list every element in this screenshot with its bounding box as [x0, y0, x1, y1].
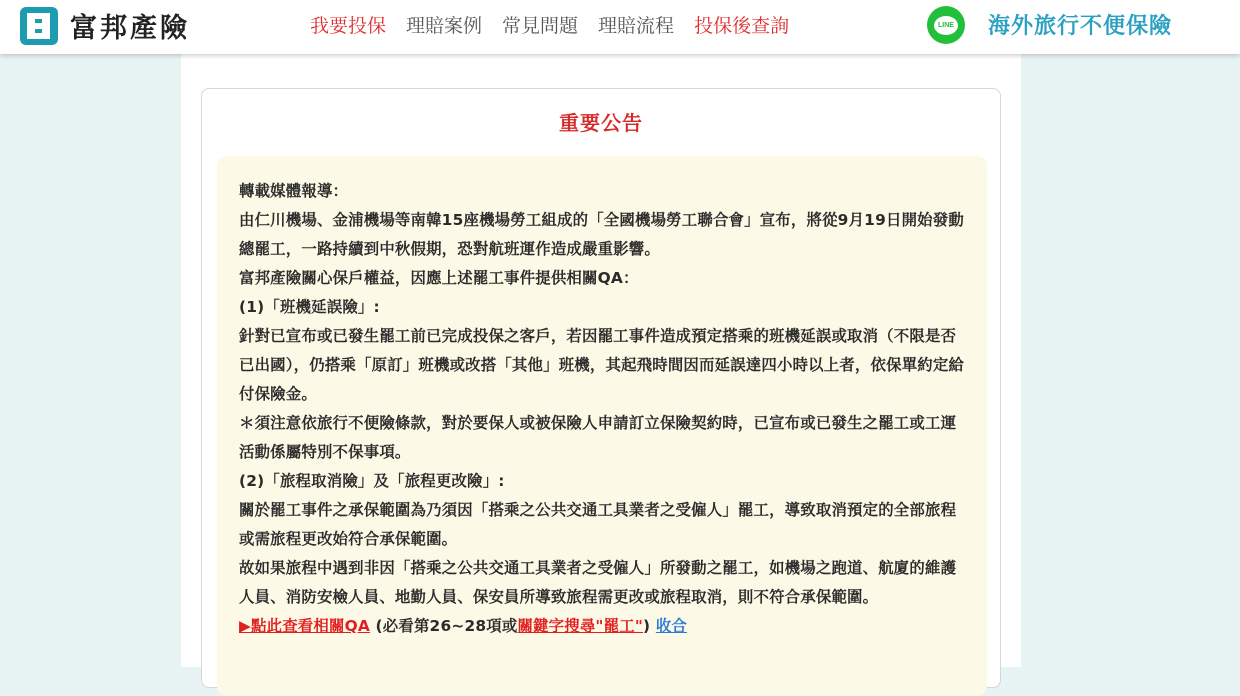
qa-note-open: (必看第26~28項或	[369, 617, 518, 635]
main-nav	[310, 12, 809, 40]
product-title: 海外旅行不便保險	[988, 14, 1173, 39]
nav-item-faq[interactable]: 常見問題	[502, 15, 579, 37]
notice-paragraph: (1)「班機延誤險」:	[239, 298, 380, 316]
main-content	[181, 54, 1021, 667]
announcement-body	[217, 156, 987, 696]
notice-paragraph: 轉載媒體報導：	[239, 182, 349, 200]
related-qa-link[interactable]: ▶點此查看相關QA	[239, 617, 370, 635]
notice-footer	[239, 612, 965, 641]
site-header	[0, 0, 1240, 54]
qa-note-close: )	[643, 617, 656, 635]
notice-paragraph: 針對已宣布或已發生罷工前已完成投保之客戶，若因罷工事件造成預定搭乘的班機延誤或取消（不限是否已出國），仍搭乘「原訂」班機或改搭「其他」班機，其起飛時間因而延誤達四小時以上者，依保單約定給付保險金。	[239, 327, 965, 403]
fubon-logo-icon	[20, 7, 58, 45]
nav-item-buy[interactable]: 我要投保	[310, 15, 387, 37]
announcement-card	[201, 88, 1001, 688]
nav-item-claim-cases[interactable]: 理賠案例	[406, 15, 483, 37]
notice-paragraph: (2)「旅程取消險」及「旅程更改險」:	[239, 472, 505, 490]
line-app-label: LINE	[934, 16, 958, 35]
notice-paragraph: ＊須注意依旅行不便險條款，對於要保人或被保險人申請訂立保險契約時，已宣布或已發生之罷工或工運活動係屬特別不保事項。	[239, 414, 957, 461]
notice-paragraph: 關於罷工事件之承保範圍為乃須因「搭乘之公共交通工具業者之受僱人」罷工，導致取消預定的全部旅程或需旅程更改始符合承保範圍。	[239, 501, 957, 548]
notice-paragraph: 故如果旅程中遇到非因「搭乘之公共交通工具業者之受僱人」所發動之罷工，如機場之跑道、航廈的維護人員、消防安檢人員、地勤人員、保安員所導致旅程需更改或旅程取消，則不符合承保範圍。	[239, 559, 957, 606]
nav-item-claim-process[interactable]: 理賠流程	[598, 15, 675, 37]
brand-logo[interactable]	[20, 6, 190, 45]
collapse-link[interactable]: 收合	[655, 617, 688, 635]
keyword-search-link[interactable]: 關鍵字搜尋"罷工"	[517, 617, 644, 635]
notice-paragraph: 富邦產險關心保戶權益，因應上述罷工事件提供相關QA：	[239, 269, 639, 287]
notice-paragraph: 由仁川機場、金浦機場等南韓15座機場勞工組成的「全國機場勞工聯合會」宣布，將從9月19日開始發動總罷工，一路持續到中秋假期，恐對航班運作造成嚴重影響。	[239, 211, 964, 258]
logo-text: 富邦產險	[70, 13, 190, 44]
line-app-icon[interactable]	[927, 6, 965, 44]
announcement-title: 重要公告	[559, 111, 643, 135]
nav-item-policy-inquiry[interactable]: 投保後查詢	[694, 15, 790, 37]
